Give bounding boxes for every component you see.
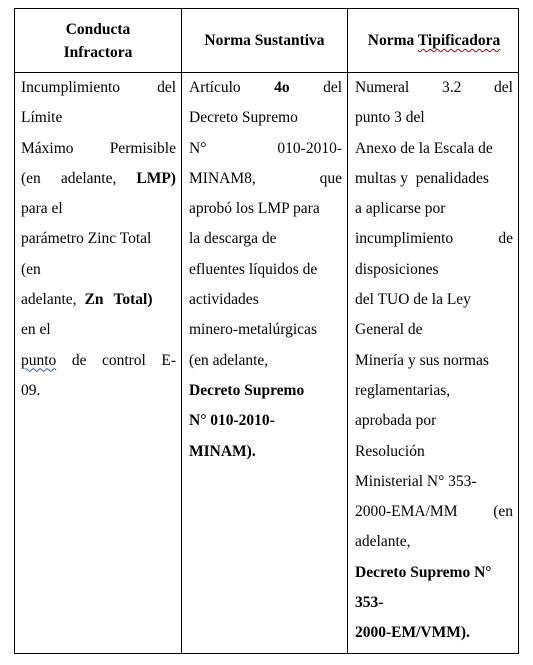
text-line: a aplicarse por [355, 200, 446, 218]
text-line: multas y penalidades [355, 169, 489, 187]
text-line: para el [21, 200, 63, 218]
decree-ref: N° 010-2010- [189, 412, 275, 430]
text-line [355, 497, 513, 527]
word: Artículo [189, 79, 241, 96]
word: N° [189, 139, 207, 157]
text-line [21, 285, 176, 315]
word: control [101, 351, 146, 369]
text-line [355, 558, 513, 588]
word: de [71, 351, 87, 369]
word: Numeral [355, 79, 410, 96]
decree-ref: Decreto Supremo [189, 381, 305, 399]
header-col3-a: Norma [367, 32, 418, 49]
text-line: 09. [21, 381, 41, 399]
text-line [355, 618, 513, 648]
column-divider-2 [347, 9, 348, 653]
word: Incumplimiento [21, 79, 121, 96]
word: de [498, 230, 513, 248]
text-line: (en [21, 260, 41, 278]
text-line: aprobada por [355, 412, 437, 430]
header-norma-tipificadora [348, 9, 520, 72]
word: adelante, [60, 169, 117, 187]
decree-ref: 353- [355, 594, 384, 612]
text-line [21, 164, 176, 194]
text-line [189, 134, 342, 164]
text-line: Decreto Supremo [189, 109, 298, 127]
text-line [355, 588, 513, 618]
word: 010-2010- [277, 139, 342, 157]
text-line [21, 73, 176, 103]
zn-total-abbrev: Total) [113, 291, 153, 309]
word: que [319, 169, 342, 187]
text-line [21, 134, 176, 164]
word: (en [21, 169, 41, 187]
text-line: del TUO de la Ley [355, 291, 471, 309]
column-divider-1 [181, 9, 182, 653]
text-line [189, 73, 342, 103]
text-line: parámetro Zinc Total [21, 230, 152, 248]
word: del [494, 79, 513, 96]
text-line: la descarga de [189, 230, 277, 248]
text-line: Ministerial N° 353- [355, 472, 477, 490]
lmp-abbrev: LMP) [136, 169, 176, 187]
text-line [189, 437, 342, 467]
text-line: Resolución [355, 442, 425, 460]
text-line: minero-metalúrgicas [189, 321, 317, 339]
word: del [323, 79, 342, 96]
zn-abbrev: Zn [84, 291, 104, 309]
word: (en [493, 503, 513, 521]
cell-norma-sustantiva [189, 73, 342, 467]
text-line: Anexo de la Escala de [355, 139, 493, 157]
word: adelante, [21, 291, 77, 309]
word: MINAM8, [189, 169, 256, 187]
word: 3.2 [441, 79, 462, 96]
decree-ref: 2000-EM/VMM). [355, 624, 470, 642]
text-line: aprobó los LMP para [189, 200, 320, 218]
decree-ref: MINAM). [189, 442, 256, 460]
word: Permisible [109, 139, 176, 157]
article-number: 4o [274, 79, 290, 96]
text-line [355, 73, 513, 103]
header-conducta-infractora [15, 9, 181, 72]
text-line [189, 376, 342, 406]
text-line: Límite [21, 109, 63, 127]
word: punto [21, 351, 57, 369]
text-line [189, 406, 342, 436]
word: Máximo [21, 139, 74, 157]
header-col2: Norma Sustantiva [204, 32, 325, 49]
text-line [355, 224, 513, 254]
word: incumplimiento [355, 230, 454, 248]
word: 2000-EMA/MM [355, 503, 458, 521]
header-col1-line1: Conducta [65, 20, 131, 38]
text-line: efluentes líquidos de [189, 260, 318, 278]
infraction-table [14, 8, 519, 654]
text-line: disposiciones [355, 260, 439, 278]
word: E- [161, 351, 176, 369]
text-line: adelante, [355, 533, 411, 551]
text-line: (en adelante, [189, 351, 269, 369]
header-norma-sustantiva [182, 9, 347, 72]
text-line: en el [21, 321, 51, 339]
text-line: reglamentarias, [355, 381, 451, 399]
text-line: punto 3 del [355, 109, 425, 127]
header-col1-line2: Infractora [63, 43, 133, 61]
text-line [21, 346, 176, 376]
text-line: General de [355, 321, 423, 339]
text-line [189, 164, 342, 194]
decree-ref: Decreto Supremo N° [355, 563, 492, 581]
text-line: Minería y sus normas [355, 351, 489, 369]
header-col3-b: Tipificadora [417, 32, 501, 49]
cell-conducta-infractora [21, 73, 176, 406]
word: del [157, 79, 176, 96]
text-line: actividades [189, 291, 259, 309]
cell-norma-tipificadora [355, 73, 513, 649]
